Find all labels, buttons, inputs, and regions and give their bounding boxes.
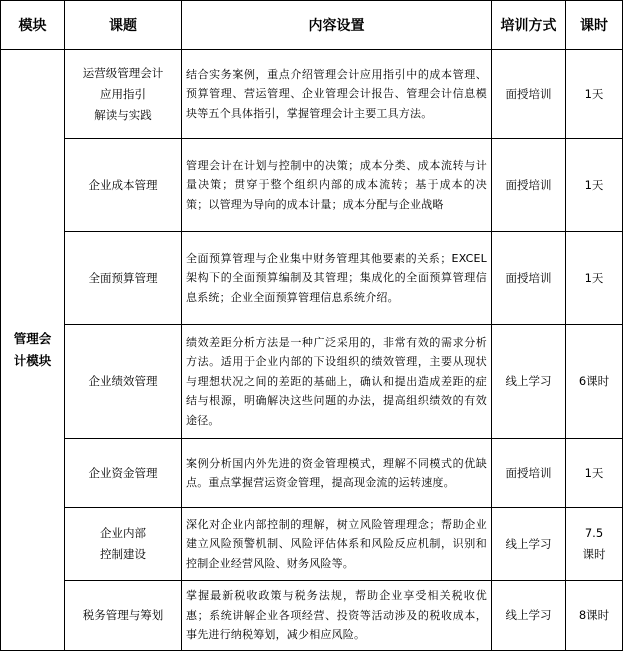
topic-line: 企业绩效管理 bbox=[88, 374, 158, 388]
hours-value: 6课时 bbox=[578, 374, 610, 388]
content-cell: 绩效差距分析方法是一种广泛采用的，非常有效的需求分析方法。适用于企业内部的下设组织的绩效管理，主要从现状与理想状况之间的差距的基础上，确认和提出造成差距的症结与根源，明确解决这些问题的办法，提高组织绩效的有效途径。 bbox=[182, 325, 492, 439]
topic-cell bbox=[65, 581, 182, 651]
table-row bbox=[1, 139, 623, 232]
topic-cell bbox=[65, 139, 182, 232]
topic-line: 企业资金管理 bbox=[88, 465, 158, 480]
content-cell: 结合实务案例，重点介绍管理会计应用指引中的成本管理、预算管理、营运管理、企业管理会计报告、管理会计信息模块等五个具体指引，掌握管理会计主要工具方法。 bbox=[182, 50, 492, 139]
header-hours: 课时 bbox=[566, 1, 623, 50]
hours-value: 7.5 bbox=[584, 526, 604, 540]
topic-line: 企业成本管理 bbox=[88, 177, 158, 192]
method-cell: 面授培训 bbox=[492, 50, 566, 139]
table-row bbox=[1, 581, 623, 651]
topic-cell bbox=[65, 439, 182, 508]
hours-unit: 课时 bbox=[582, 547, 606, 561]
content-cell: 管理会计在计划与控制中的决策；成本分类、成本流转与计量决策；贯穿于整个组织内部的成本流转；基于成本的决策；以管理为导向的成本计量；成本分配与企业战略 bbox=[182, 139, 492, 232]
topic-line: 全面预算管理 bbox=[88, 270, 158, 285]
method-cell: 面授培训 bbox=[492, 139, 566, 232]
header-module: 模块 bbox=[1, 1, 65, 50]
topic-line: 应用指引 bbox=[100, 86, 146, 101]
method-cell: 面授培训 bbox=[492, 439, 566, 508]
hours-cell bbox=[566, 581, 623, 651]
header-method: 培训方式 bbox=[492, 1, 566, 50]
table-row bbox=[1, 325, 623, 439]
topic-line: 解读与实践 bbox=[94, 107, 152, 122]
table-row bbox=[1, 232, 623, 325]
hours-cell bbox=[566, 139, 623, 232]
header-row bbox=[1, 1, 623, 50]
module-cell bbox=[1, 50, 65, 651]
topic-line: 企业内部 bbox=[100, 526, 146, 540]
hours-value: 8课时 bbox=[578, 608, 610, 622]
hours-cell bbox=[566, 325, 623, 439]
module-name-line1: 管理会 bbox=[13, 331, 52, 346]
hours-value: 1天 bbox=[584, 86, 604, 101]
topic-cell bbox=[65, 325, 182, 439]
hours-value: 1天 bbox=[584, 465, 604, 480]
method-cell: 线上学习 bbox=[492, 325, 566, 439]
hours-value: 1天 bbox=[584, 270, 604, 285]
hours-value: 1天 bbox=[584, 177, 604, 192]
method-cell: 线上学习 bbox=[492, 508, 566, 581]
header-content: 内容设置 bbox=[182, 1, 492, 50]
method-cell: 面授培训 bbox=[492, 232, 566, 325]
topic-cell bbox=[65, 232, 182, 325]
hours-cell bbox=[566, 508, 623, 581]
topic-line: 运营级管理会计 bbox=[82, 65, 164, 80]
module-name-line2: 计模块 bbox=[13, 353, 52, 368]
hours-cell bbox=[566, 50, 623, 139]
hours-cell bbox=[566, 232, 623, 325]
content-cell: 案例分析国内外先进的资金管理模式，理解不同模式的优缺点。重点掌握营运资金管理，提高现金流的运转速度。 bbox=[182, 439, 492, 508]
topic-cell bbox=[65, 50, 182, 139]
topic-line: 控制建设 bbox=[100, 547, 146, 561]
topic-cell bbox=[65, 508, 182, 581]
method-cell: 线上学习 bbox=[492, 581, 566, 651]
content-cell: 深化对企业内部控制的理解，树立风险管理理念；帮助企业建立风险预警机制、风险评估体系和风险反应机制，识别和控制企业经营风险、财务风险等。 bbox=[182, 508, 492, 581]
content-cell: 掌握最新税收政策与税务法规，帮助企业享受相关税收优惠；系统讲解企业各项经营、投资等活动涉及的税收成本，事先进行纳税筹划，减少相应风险。 bbox=[182, 581, 492, 651]
table-row bbox=[1, 50, 623, 139]
table-row bbox=[1, 439, 623, 508]
hours-cell bbox=[566, 439, 623, 508]
table-row bbox=[1, 508, 623, 581]
content-cell: 全面预算管理与企业集中财务管理其他要素的关系；EXCEL架构下的全面预算编制及其管理；集成化的全面预算管理信息系统；企业全面预算管理信息系统介绍。 bbox=[182, 232, 492, 325]
topic-line: 税务管理与筹划 bbox=[82, 608, 164, 622]
header-topic: 课题 bbox=[65, 1, 182, 50]
